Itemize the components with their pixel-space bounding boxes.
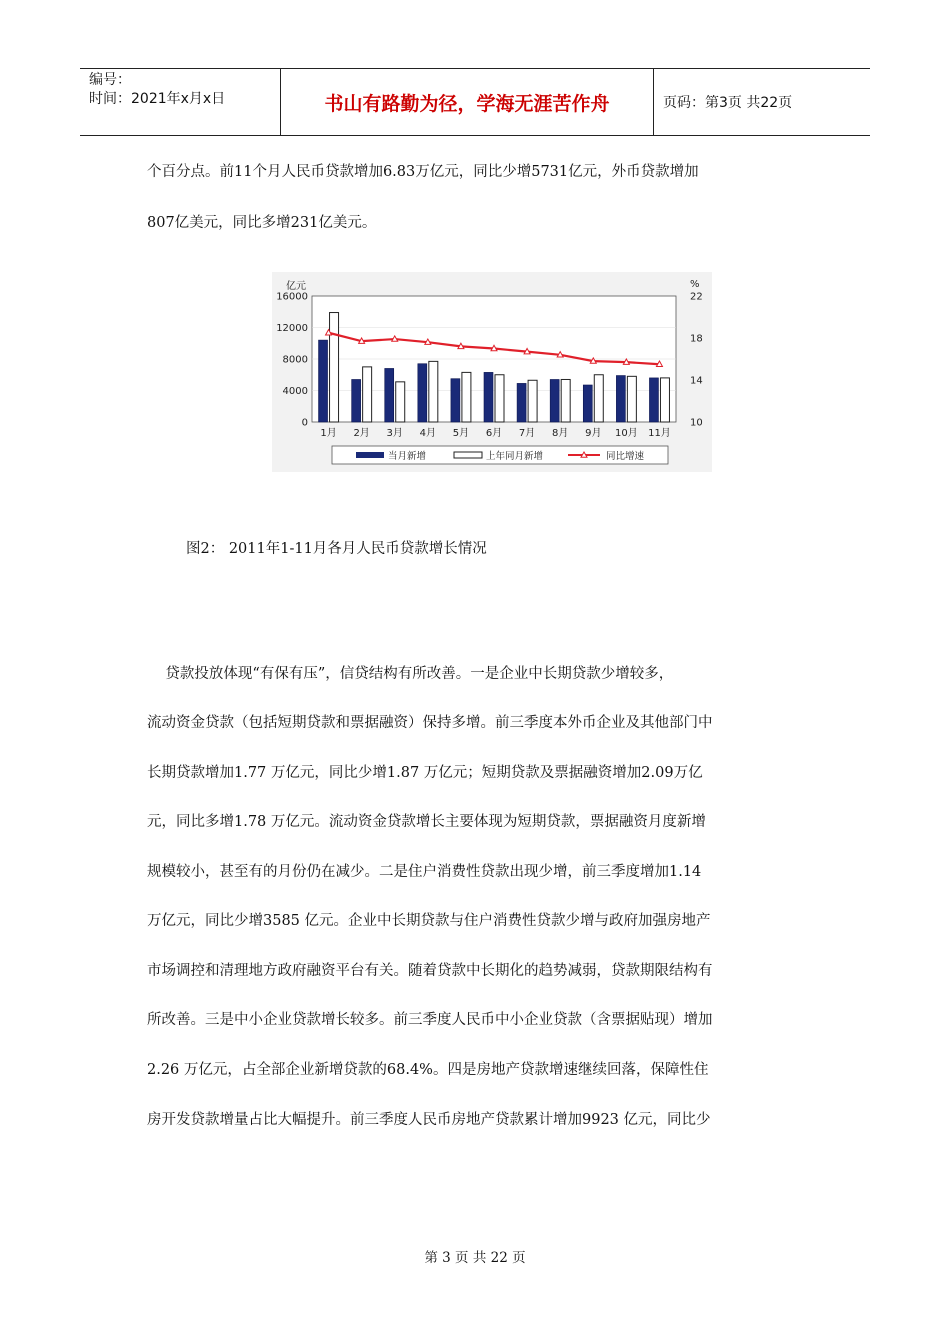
bar-last-year (363, 367, 372, 422)
bar-last-year (528, 380, 537, 422)
y-left-tick-label: 0 (301, 417, 308, 429)
bar-last-year (462, 372, 471, 422)
x-tick-label: 2月 (353, 428, 370, 439)
paragraph-line: 房开发贷款增量占比大幅提升。前三季度人民币房地产贷款累计增加9923 亿元，同比少 (147, 1112, 711, 1128)
bar-current-month (616, 376, 625, 422)
y-right-tick-label: 22 (690, 291, 703, 303)
y-right-tick-label: 18 (690, 333, 703, 345)
y-right-unit: % (690, 279, 700, 290)
bar-current-month (649, 378, 658, 422)
body-line: 807亿美元，同比多增231亿美元。 (147, 215, 377, 231)
bar-last-year (429, 361, 438, 422)
bar-last-year (396, 382, 405, 422)
x-tick-label: 5月 (452, 428, 470, 439)
legend-label: 当月新增 (388, 451, 427, 462)
page-header (80, 68, 870, 136)
paragraph-line: 所改善。三是中小企业贷款增长较多。前三季度人民币中小企业贷款（含票据贴现）增加 (147, 1012, 713, 1028)
paragraph-line: 贷款投放体现“有保有压”，信贷结构有所改善。一是企业中长期贷款少增较多， (147, 666, 674, 682)
legend-swatch-last-year (454, 452, 482, 458)
bar-current-month (583, 385, 592, 422)
paragraph-line: 元，同比多增1.78 万亿元。流动资金贷款增长主要体现为短期贷款，票据融资月度新增 (147, 814, 706, 830)
chart-svg (272, 272, 712, 472)
bar-current-month (484, 372, 493, 422)
y-left-tick-label: 12000 (276, 323, 308, 334)
bar-last-year (627, 376, 636, 422)
x-tick-label: 6月 (485, 428, 503, 439)
bar-current-month (319, 340, 328, 422)
legend-label: 同比增速 (606, 451, 645, 462)
x-tick-label: 8月 (551, 428, 569, 439)
x-tick-label: 10月 (614, 428, 638, 439)
paragraph-line: 流动资金贷款（包括短期贷款和票据融资）保持多增。前三季度本外币企业及其他部门中 (147, 715, 713, 731)
bar-last-year (495, 375, 504, 422)
y-left-unit: 亿元 (286, 281, 306, 292)
bar-last-year (660, 378, 669, 422)
bar-current-month (418, 364, 427, 422)
bar-current-month (385, 368, 394, 422)
time-label: 时间：2021年x月x日 (89, 91, 226, 107)
body-line: 个百分点。前11个月人民币贷款增加6.83万亿元，同比少增5731亿元，外币贷款增加 (147, 164, 699, 180)
number-label: 编号： (89, 72, 131, 88)
y-right-tick-label: 14 (690, 375, 703, 387)
header-motto: 书山有路勤为径，学海无涯苦作舟 (281, 69, 654, 135)
header-meta (80, 69, 281, 135)
y-left-tick-label: 4000 (282, 386, 308, 397)
paragraph-line: 长期贷款增加1.77 万亿元，同比少增1.87 万亿元；短期贷款及票据融资增加2.09万亿 (147, 765, 703, 781)
x-tick-label: 4月 (419, 428, 437, 439)
paragraph-line: 万亿元，同比少增3585 亿元。企业中长期贷款与住户消费性贷款少增与政府加强房地产 (147, 913, 711, 929)
bar-last-year (330, 313, 339, 422)
x-tick-label: 1月 (320, 428, 337, 439)
bar-current-month (451, 379, 460, 422)
legend-swatch-current (356, 452, 384, 458)
y-left-tick-label: 16000 (276, 291, 308, 303)
y-right-tick-label: 10 (690, 417, 703, 429)
page-footer: 第 3 页 共 22 页 (424, 1250, 526, 1266)
bar-current-month (517, 383, 526, 422)
header-page-info: 页码：第3页 共22页 (663, 95, 793, 111)
figure-caption: 图2： 2011年1-11月各月人民币贷款增长情况 (186, 541, 487, 557)
bar-last-year (561, 379, 570, 422)
bar-current-month (352, 379, 361, 422)
x-tick-label: 3月 (386, 428, 403, 439)
loan-growth-chart (272, 272, 712, 472)
y-left-tick-label: 8000 (282, 354, 308, 366)
paragraph-line: 2.26 万亿元，占全部企业新增贷款的68.4%。四是房地产贷款增速继续回落，保障性住 (147, 1062, 709, 1078)
paragraph-line: 市场调控和清理地方政府融资平台有关。随着贷款中长期化的趋势减弱，贷款期限结构有 (147, 963, 713, 979)
x-tick-label: 9月 (585, 428, 602, 439)
bar-last-year (594, 375, 603, 422)
x-tick-label: 7月 (518, 428, 536, 439)
legend-label: 上年同月新增 (486, 451, 544, 462)
x-tick-label: 11月 (648, 428, 671, 439)
paragraph-line: 规模较小，甚至有的月份仍在减少。二是住户消费性贷款出现少增，前三季度增加1.14 (147, 864, 702, 880)
bar-current-month (550, 379, 559, 422)
